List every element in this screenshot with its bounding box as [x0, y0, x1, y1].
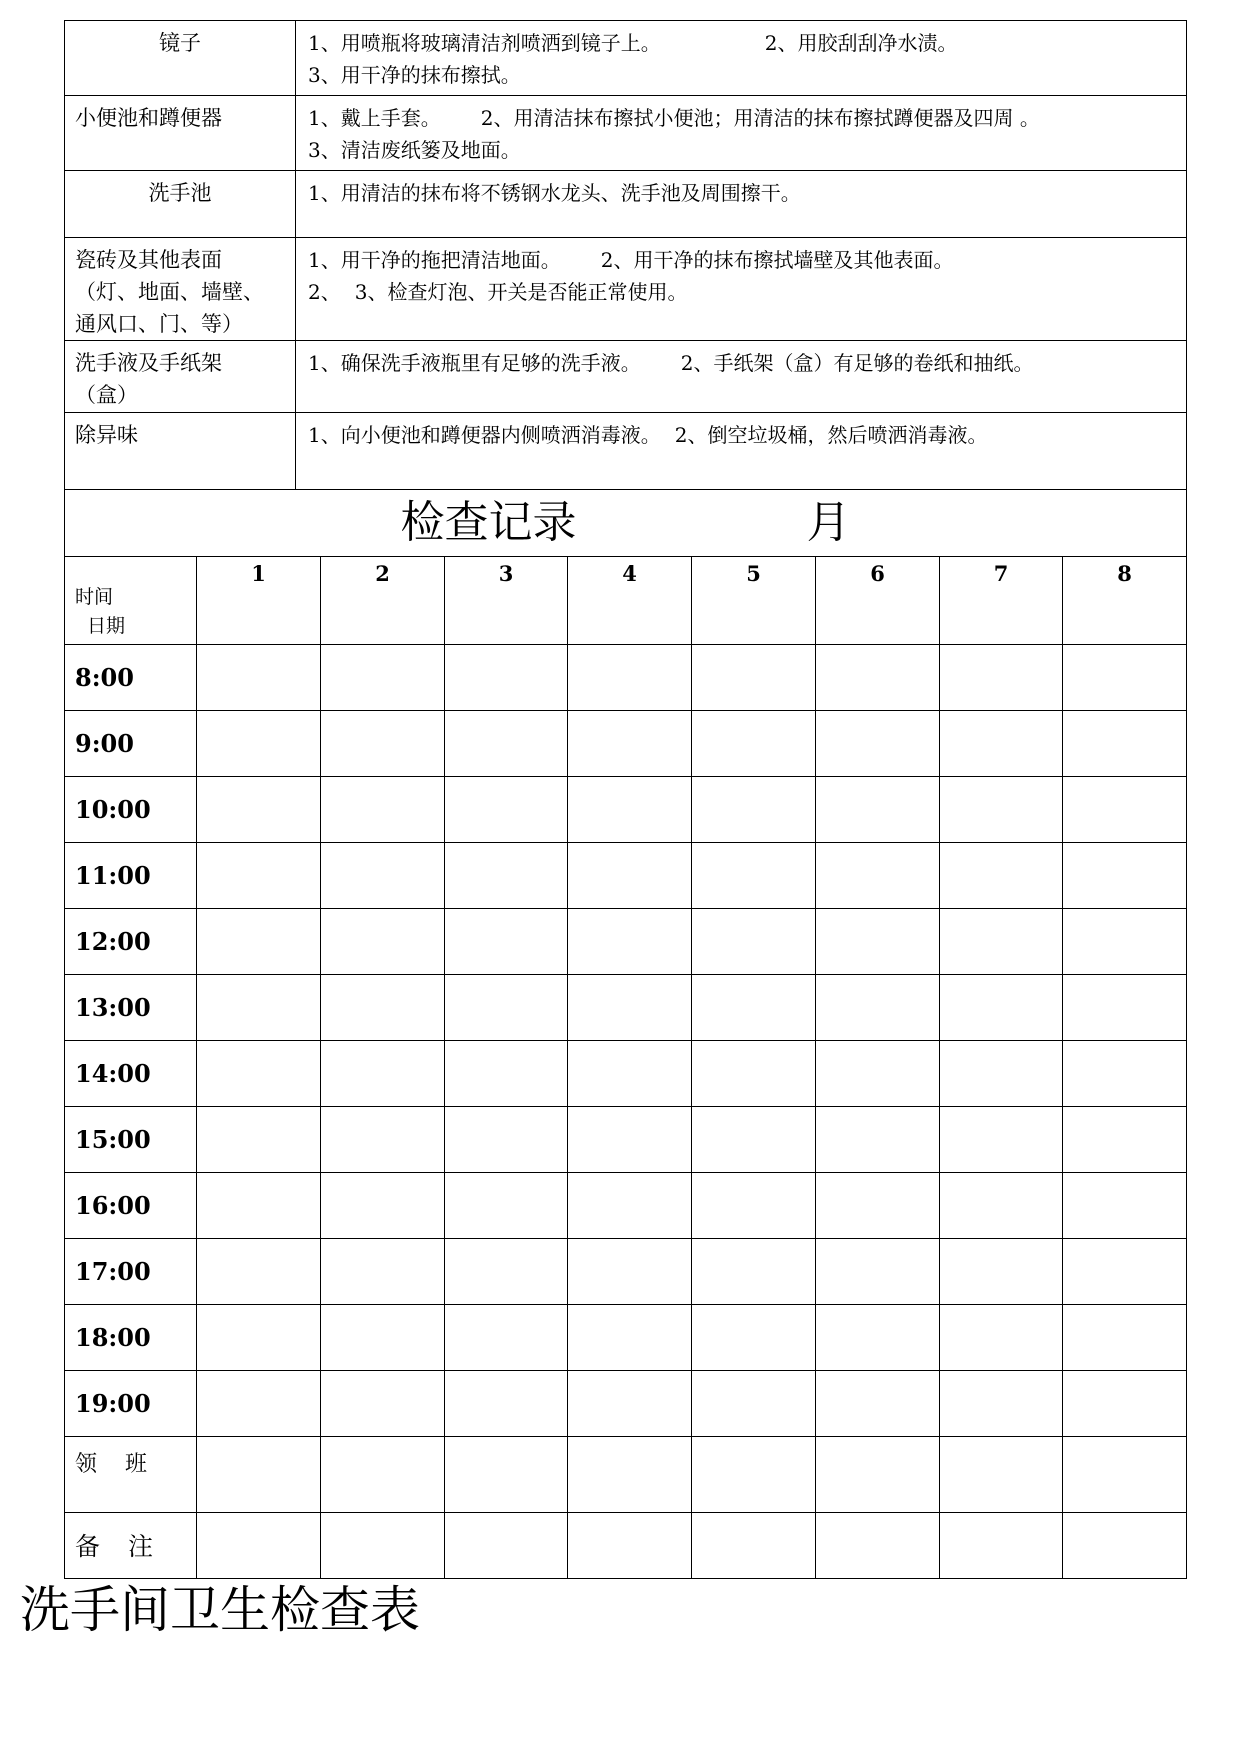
- leader-row: [65, 1436, 1187, 1512]
- record-cell[interactable]: [197, 1238, 321, 1304]
- record-cell[interactable]: [445, 1512, 568, 1578]
- record-cell[interactable]: [321, 1370, 445, 1436]
- record-cell[interactable]: [816, 1370, 940, 1436]
- record-cell[interactable]: [445, 1370, 568, 1436]
- record-cell[interactable]: [816, 1172, 940, 1238]
- time-label: 13:00: [65, 974, 197, 1040]
- step: 3、检查灯泡、开关是否能正常使用。: [354, 280, 688, 304]
- time-label: 14:00: [65, 1040, 197, 1106]
- record-cell[interactable]: [940, 1238, 1063, 1304]
- record-cell[interactable]: [568, 1040, 692, 1106]
- record-cell[interactable]: [692, 1436, 816, 1512]
- step: 2、: [308, 280, 341, 304]
- record-cell[interactable]: [816, 776, 940, 842]
- step: 2、用胶刮刮净水渍。: [764, 31, 958, 55]
- record-cell[interactable]: [445, 1436, 568, 1512]
- record-cell[interactable]: [940, 644, 1063, 710]
- record-cell[interactable]: [940, 1304, 1063, 1370]
- inspection-sheet: [64, 20, 1186, 1579]
- task-steps: [296, 341, 1187, 413]
- record-cell[interactable]: [568, 1304, 692, 1370]
- record-cell[interactable]: [197, 1040, 321, 1106]
- record-cell[interactable]: [197, 1370, 321, 1436]
- label-char: 领: [75, 1451, 98, 1477]
- record-cell[interactable]: [321, 1238, 445, 1304]
- day-header: 4: [568, 556, 692, 644]
- date-header: 日期: [87, 614, 126, 637]
- record-cell[interactable]: [1063, 1370, 1187, 1436]
- time-row: [65, 1106, 1187, 1172]
- record-title: [65, 490, 1187, 556]
- record-cell[interactable]: [568, 1106, 692, 1172]
- record-cell[interactable]: [692, 1370, 816, 1436]
- record-cell[interactable]: [445, 1106, 568, 1172]
- day-header: 3: [445, 556, 568, 644]
- record-cell[interactable]: [940, 776, 1063, 842]
- area-line: （灯、地面、墙壁、: [75, 280, 264, 304]
- task-steps: [296, 21, 1187, 96]
- task-row-tiles: [65, 238, 1187, 341]
- record-cell[interactable]: [692, 974, 816, 1040]
- time-header: 时间: [75, 585, 114, 608]
- task-area: 洗手池: [65, 171, 296, 238]
- record-cell[interactable]: [568, 908, 692, 974]
- day-header: 1: [197, 556, 321, 644]
- step: 2、用干净的抹布擦拭墙壁及其他表面。: [600, 248, 954, 272]
- step: 2、用清洁抹布擦拭小便池；用清洁的抹布擦拭蹲便器及四周 。: [480, 106, 1040, 130]
- area-line: 通风口、门、等）: [75, 312, 243, 336]
- record-cell[interactable]: [692, 1512, 816, 1578]
- record-cell[interactable]: [1063, 644, 1187, 710]
- step: 1、用喷瓶将玻璃清洁剂喷洒到镜子上。: [308, 31, 661, 55]
- task-steps: [296, 413, 1187, 490]
- record-cell[interactable]: [816, 974, 940, 1040]
- label-char: 班: [125, 1451, 148, 1477]
- task-steps: [296, 171, 1187, 238]
- record-cell[interactable]: [692, 644, 816, 710]
- record-cell[interactable]: [1063, 710, 1187, 776]
- record-cell[interactable]: [321, 842, 445, 908]
- record-cell[interactable]: [445, 1172, 568, 1238]
- record-cell[interactable]: [1063, 1172, 1187, 1238]
- day-header: 6: [816, 556, 940, 644]
- record-cell[interactable]: [940, 1040, 1063, 1106]
- month-label: 月: [806, 496, 851, 548]
- record-cell[interactable]: [197, 710, 321, 776]
- time-label: 17:00: [65, 1238, 197, 1304]
- day-header: 7: [940, 556, 1063, 644]
- record-cell[interactable]: [1063, 1238, 1187, 1304]
- record-cell[interactable]: [692, 710, 816, 776]
- record-cell[interactable]: [692, 908, 816, 974]
- record-cell[interactable]: [321, 644, 445, 710]
- day-header: 5: [692, 556, 816, 644]
- record-cell[interactable]: [445, 1040, 568, 1106]
- day-header: 8: [1063, 556, 1187, 644]
- record-cell[interactable]: [692, 1172, 816, 1238]
- time-row: [65, 842, 1187, 908]
- record-cell[interactable]: [197, 842, 321, 908]
- time-row: [65, 908, 1187, 974]
- record-cell[interactable]: [568, 1436, 692, 1512]
- record-cell[interactable]: [1063, 1304, 1187, 1370]
- task-row-urinal: [65, 96, 1187, 171]
- time-label: 18:00: [65, 1304, 197, 1370]
- time-row: [65, 644, 1187, 710]
- time-row: [65, 1304, 1187, 1370]
- record-cell[interactable]: [568, 1370, 692, 1436]
- record-cell[interactable]: [321, 1172, 445, 1238]
- record-cell[interactable]: [1063, 1040, 1187, 1106]
- record-cell[interactable]: [321, 1040, 445, 1106]
- record-cell[interactable]: [692, 1106, 816, 1172]
- record-cell[interactable]: [816, 1512, 940, 1578]
- record-cell[interactable]: [197, 644, 321, 710]
- time-label: 12:00: [65, 908, 197, 974]
- time-row: [65, 1040, 1187, 1106]
- step: 3、用干净的抹布擦拭。: [308, 63, 521, 87]
- record-cell[interactable]: [940, 842, 1063, 908]
- day-header: 2: [321, 556, 445, 644]
- record-cell[interactable]: [568, 1172, 692, 1238]
- record-cell[interactable]: [321, 908, 445, 974]
- record-cell[interactable]: [321, 1106, 445, 1172]
- task-row-soap: [65, 341, 1187, 413]
- record-cell[interactable]: [197, 1512, 321, 1578]
- step: 1、确保洗手液瓶里有足够的洗手液。: [308, 351, 641, 375]
- label-char: 注: [128, 1532, 154, 1561]
- record-header-row: [65, 556, 1187, 644]
- record-cell[interactable]: [1063, 908, 1187, 974]
- step: 1、戴上手套。: [308, 106, 441, 130]
- record-cell[interactable]: [445, 908, 568, 974]
- record-cell[interactable]: [568, 1512, 692, 1578]
- step: 1、向小便池和蹲便器内侧喷洒消毒液。: [308, 423, 661, 447]
- record-cell[interactable]: [1063, 1512, 1187, 1578]
- record-cell[interactable]: [197, 908, 321, 974]
- record-cell[interactable]: [816, 710, 940, 776]
- record-cell[interactable]: [321, 1436, 445, 1512]
- record-cell[interactable]: [940, 974, 1063, 1040]
- time-row: [65, 776, 1187, 842]
- time-row: [65, 974, 1187, 1040]
- record-cell[interactable]: [940, 1512, 1063, 1578]
- record-cell[interactable]: [568, 644, 692, 710]
- time-label: 11:00: [65, 842, 197, 908]
- record-cell[interactable]: [692, 842, 816, 908]
- record-cell[interactable]: [321, 776, 445, 842]
- record-cell[interactable]: [1063, 776, 1187, 842]
- label-char: 备: [75, 1532, 101, 1561]
- time-label: 9:00: [65, 710, 197, 776]
- record-cell[interactable]: [321, 1512, 445, 1578]
- document-title: 洗手间卫生检查表: [20, 1581, 420, 1639]
- record-cell[interactable]: [940, 710, 1063, 776]
- record-cell[interactable]: [940, 1370, 1063, 1436]
- step: 2、倒空垃圾桶，然后喷洒消毒液。: [674, 423, 988, 447]
- record-cell[interactable]: [321, 1304, 445, 1370]
- record-cell[interactable]: [445, 1238, 568, 1304]
- record-cell[interactable]: [1063, 1106, 1187, 1172]
- task-steps: [296, 96, 1187, 171]
- record-cell[interactable]: [445, 644, 568, 710]
- time-label: 15:00: [65, 1106, 197, 1172]
- area-line: 洗手液及手纸架: [75, 351, 222, 375]
- record-cell[interactable]: [940, 1106, 1063, 1172]
- area-line: （盒）: [75, 383, 138, 407]
- record-cell[interactable]: [692, 1304, 816, 1370]
- task-area: [65, 341, 296, 413]
- remark-row: [65, 1512, 1187, 1578]
- record-cell[interactable]: [197, 1106, 321, 1172]
- record-cell[interactable]: [692, 1238, 816, 1304]
- record-cell[interactable]: [692, 1040, 816, 1106]
- record-cell[interactable]: [692, 776, 816, 842]
- task-row-odor: [65, 413, 1187, 490]
- leader-label: [65, 1436, 197, 1512]
- record-cell[interactable]: [197, 1436, 321, 1512]
- task-area: 小便池和蹲便器: [65, 96, 296, 171]
- step: 3、清洁废纸篓及地面。: [308, 138, 521, 162]
- record-cell[interactable]: [816, 1040, 940, 1106]
- time-row: [65, 1238, 1187, 1304]
- record-table: [64, 490, 1187, 1579]
- time-label: 16:00: [65, 1172, 197, 1238]
- remark-label: [65, 1512, 197, 1578]
- record-cell[interactable]: [445, 974, 568, 1040]
- record-cell[interactable]: [816, 1238, 940, 1304]
- time-row: [65, 1370, 1187, 1436]
- record-cell[interactable]: [816, 1304, 940, 1370]
- record-cell[interactable]: [816, 842, 940, 908]
- record-cell[interactable]: [568, 974, 692, 1040]
- record-cell[interactable]: [816, 1436, 940, 1512]
- step: 2、手纸架（盒）有足够的卷纸和抽纸。: [680, 351, 1034, 375]
- record-cell[interactable]: [445, 776, 568, 842]
- record-title-text: 检查记录: [400, 496, 577, 548]
- task-area: [65, 238, 296, 341]
- record-cell[interactable]: [940, 1172, 1063, 1238]
- record-cell[interactable]: [816, 1106, 940, 1172]
- time-row: [65, 1172, 1187, 1238]
- record-cell[interactable]: [940, 1436, 1063, 1512]
- time-row: [65, 710, 1187, 776]
- time-label: 8:00: [65, 644, 197, 710]
- record-cell[interactable]: [197, 974, 321, 1040]
- record-cell[interactable]: [445, 1304, 568, 1370]
- record-cell[interactable]: [445, 710, 568, 776]
- record-cell[interactable]: [197, 1172, 321, 1238]
- record-cell[interactable]: [940, 908, 1063, 974]
- record-cell[interactable]: [321, 974, 445, 1040]
- record-cell[interactable]: [816, 908, 940, 974]
- record-cell[interactable]: [197, 1304, 321, 1370]
- record-cell[interactable]: [568, 776, 692, 842]
- record-cell[interactable]: [816, 644, 940, 710]
- step: 1、用干净的拖把清洁地面。: [308, 248, 561, 272]
- task-area: 除异味: [65, 413, 296, 490]
- time-date-header: [65, 556, 197, 644]
- task-row-mirror: [65, 21, 1187, 96]
- record-cell[interactable]: [197, 776, 321, 842]
- record-cell[interactable]: [1063, 842, 1187, 908]
- record-cell[interactable]: [568, 842, 692, 908]
- task-area: 镜子: [65, 21, 296, 96]
- time-label: 19:00: [65, 1370, 197, 1436]
- task-table: [64, 20, 1187, 490]
- record-cell[interactable]: [321, 710, 445, 776]
- record-cell[interactable]: [1063, 974, 1187, 1040]
- record-cell[interactable]: [568, 1238, 692, 1304]
- time-label: 10:00: [65, 776, 197, 842]
- record-cell[interactable]: [1063, 1436, 1187, 1512]
- record-cell[interactable]: [568, 710, 692, 776]
- record-cell[interactable]: [445, 842, 568, 908]
- task-row-sink: [65, 171, 1187, 238]
- area-line: 瓷砖及其他表面: [75, 248, 222, 272]
- step: 1、用清洁的抹布将不锈钢水龙头、洗手池及周围擦干。: [308, 181, 801, 205]
- task-steps: [296, 238, 1187, 341]
